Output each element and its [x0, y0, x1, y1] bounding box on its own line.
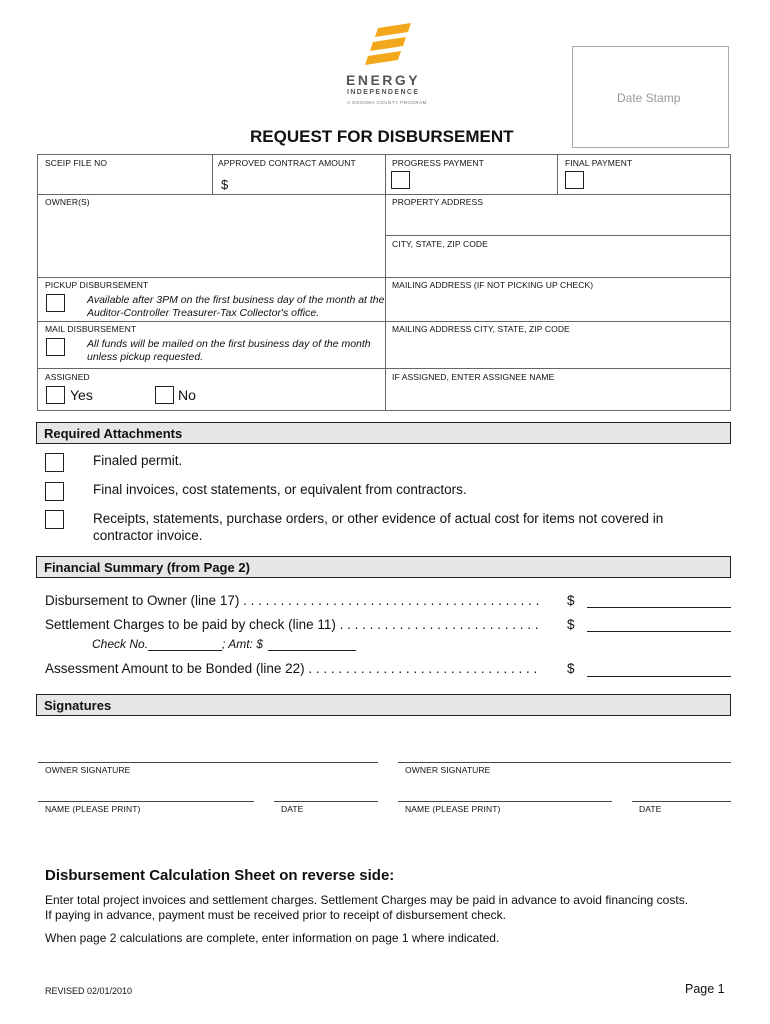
name-print-label-2: NAME (PLEASE PRINT) — [405, 804, 501, 814]
attachment-checkbox-3[interactable] — [45, 510, 64, 529]
signatures-heading: Signatures — [36, 694, 731, 716]
mailing-city-label: MAILING ADDRESS CITY, STATE, ZIP CODE — [392, 324, 570, 334]
required-attachments-heading: Required Attachments — [36, 422, 731, 444]
attachment-item-1: Finaled permit. — [93, 453, 183, 468]
financial-dollar-1: $ — [567, 593, 575, 608]
mail-note-line2: unless pickup requested. — [87, 350, 204, 363]
date-line-1[interactable] — [274, 801, 378, 802]
page-title: REQUEST FOR DISBURSEMENT — [250, 127, 514, 146]
check-amt-field[interactable] — [268, 650, 356, 651]
financial-dollar-3: $ — [567, 661, 575, 676]
owner-signature-line-2[interactable] — [398, 762, 731, 763]
assigned-no-label: No — [178, 387, 196, 403]
date-label-2: DATE — [639, 804, 662, 814]
approved-contract-amount-field[interactable] — [234, 172, 380, 192]
calc-heading: Disbursement Calculation Sheet on reverse side: — [45, 867, 395, 884]
logo — [340, 20, 440, 110]
name-print-line-1[interactable] — [38, 801, 254, 802]
assigned-yes-label: Yes — [70, 387, 93, 403]
energy-e-icon — [340, 20, 440, 70]
attachment-checkbox-2[interactable] — [45, 482, 64, 501]
check-no-label: Check No. — [92, 637, 149, 651]
date-line-2[interactable] — [632, 801, 731, 802]
settlement-amount-field[interactable] — [587, 631, 731, 632]
date-stamp-label: Date Stamp — [617, 91, 681, 105]
approved-contract-dollar: $ — [221, 177, 229, 192]
attachment-item-3-line1: Receipts, statements, purchase orders, or other evidence of actual cost for items not covered in — [93, 511, 664, 526]
final-payment-checkbox[interactable] — [565, 171, 584, 189]
logo-brand-line2: INDEPENDENCE — [347, 89, 420, 96]
mail-note — [87, 338, 371, 363]
approved-contract-amount-label: APPROVED CONTRACT AMOUNT — [218, 158, 356, 168]
disbursement-amount-field[interactable] — [587, 607, 731, 608]
owner-signature-label-1: OWNER SIGNATURE — [45, 765, 131, 775]
pickup-note — [87, 294, 384, 319]
owners-label: OWNER(S) — [45, 197, 90, 207]
name-print-line-2[interactable] — [398, 801, 612, 802]
assignee-name-field[interactable] — [388, 385, 726, 407]
attachment-item-3-line2: contractor invoice. — [93, 528, 203, 543]
property-address-field[interactable] — [388, 210, 726, 232]
logo-brand-line1: ENERGY — [346, 72, 421, 88]
pickup-disbursement-label: PICKUP DISBURSEMENT — [45, 280, 149, 290]
calc-para-2: When page 2 calculations are complete, enter information on page 1 where indicated. — [45, 931, 500, 945]
property-address-label: PROPERTY ADDRESS — [392, 197, 484, 207]
calc-para-1-line1: Enter total project invoices and settlement charges. Settlement Charges may be paid in advance to avoid financing costs. — [45, 893, 689, 907]
pickup-note-line1: Available after 3PM on the first business day of the month at the — [87, 294, 385, 306]
pickup-disbursement-checkbox[interactable] — [46, 294, 65, 312]
assigned-yes-checkbox[interactable] — [46, 386, 65, 404]
logo-brand-line3: A SONOMA COUNTY PROGRAM — [347, 100, 427, 105]
owners-field[interactable] — [40, 210, 380, 274]
financial-line-settlement: Settlement Charges to be paid by check (line 11) . . . . . . . . . . . . . . . . . . . . . . . . . . . — [45, 617, 539, 632]
owner-signature-line-1[interactable] — [38, 762, 378, 763]
mail-note-line1: All funds will be mailed on the first business day of the month — [87, 338, 371, 350]
attachment-item-2: Final invoices, cost statements, or equivalent from contractors. — [93, 482, 467, 497]
revised-date: REVISED 02/01/2010 — [45, 986, 133, 996]
mailing-city-field[interactable] — [388, 337, 726, 365]
date-stamp-box[interactable] — [572, 46, 729, 148]
financial-line-assessment: Assessment Amount to be Bonded (line 22) . . . . . . . . . . . . . . . . . . . . . . . . . . . . . . . — [45, 661, 538, 676]
attachment-checkbox-1[interactable] — [45, 453, 64, 472]
mailing-address-label: MAILING ADDRESS (IF NOT PICKING UP CHECK) — [392, 280, 594, 290]
sceip-file-no-label: SCEIP FILE NO — [45, 158, 108, 168]
progress-payment-checkbox[interactable] — [391, 171, 410, 189]
owner-signature-label-2: OWNER SIGNATURE — [405, 765, 491, 775]
assigned-no-checkbox[interactable] — [155, 386, 174, 404]
calc-para-1-line2: If paying in advance, payment must be received prior to receipt of disbursement check. — [45, 908, 506, 922]
financial-dollar-2: $ — [567, 617, 575, 632]
city-state-zip-field[interactable] — [388, 252, 726, 274]
assigned-label: ASSIGNED — [45, 372, 90, 382]
check-amt-label: ; Amt: $ — [222, 637, 263, 651]
sceip-file-no-field[interactable] — [40, 170, 208, 192]
mail-disbursement-label: MAIL DISBURSEMENT — [45, 324, 137, 334]
final-payment-label: FINAL PAYMENT — [565, 158, 633, 168]
pickup-note-line2: Auditor-Controller Treasurer-Tax Collector's office. — [87, 306, 320, 319]
attachment-item-3 — [93, 510, 663, 544]
assessment-amount-field[interactable] — [587, 676, 731, 677]
mailing-address-field[interactable] — [388, 293, 726, 318]
calc-para-1 — [45, 893, 688, 923]
city-state-zip-label: CITY, STATE, ZIP CODE — [392, 239, 488, 249]
page-number: Page 1 — [685, 982, 725, 996]
financial-summary-heading: Financial Summary (from Page 2) — [36, 556, 731, 578]
if-assigned-label: IF ASSIGNED, ENTER ASSIGNEE NAME — [392, 372, 555, 382]
date-label-1: DATE — [281, 804, 304, 814]
check-no-field[interactable] — [148, 650, 222, 651]
progress-payment-label: PROGRESS PAYMENT — [392, 158, 484, 168]
mail-disbursement-checkbox[interactable] — [46, 338, 65, 356]
financial-line-disbursement: Disbursement to Owner (line 17) . . . . . . . . . . . . . . . . . . . . . . . . . . . . . . . . . . . . . . . . — [45, 593, 540, 608]
name-print-label-1: NAME (PLEASE PRINT) — [45, 804, 141, 814]
